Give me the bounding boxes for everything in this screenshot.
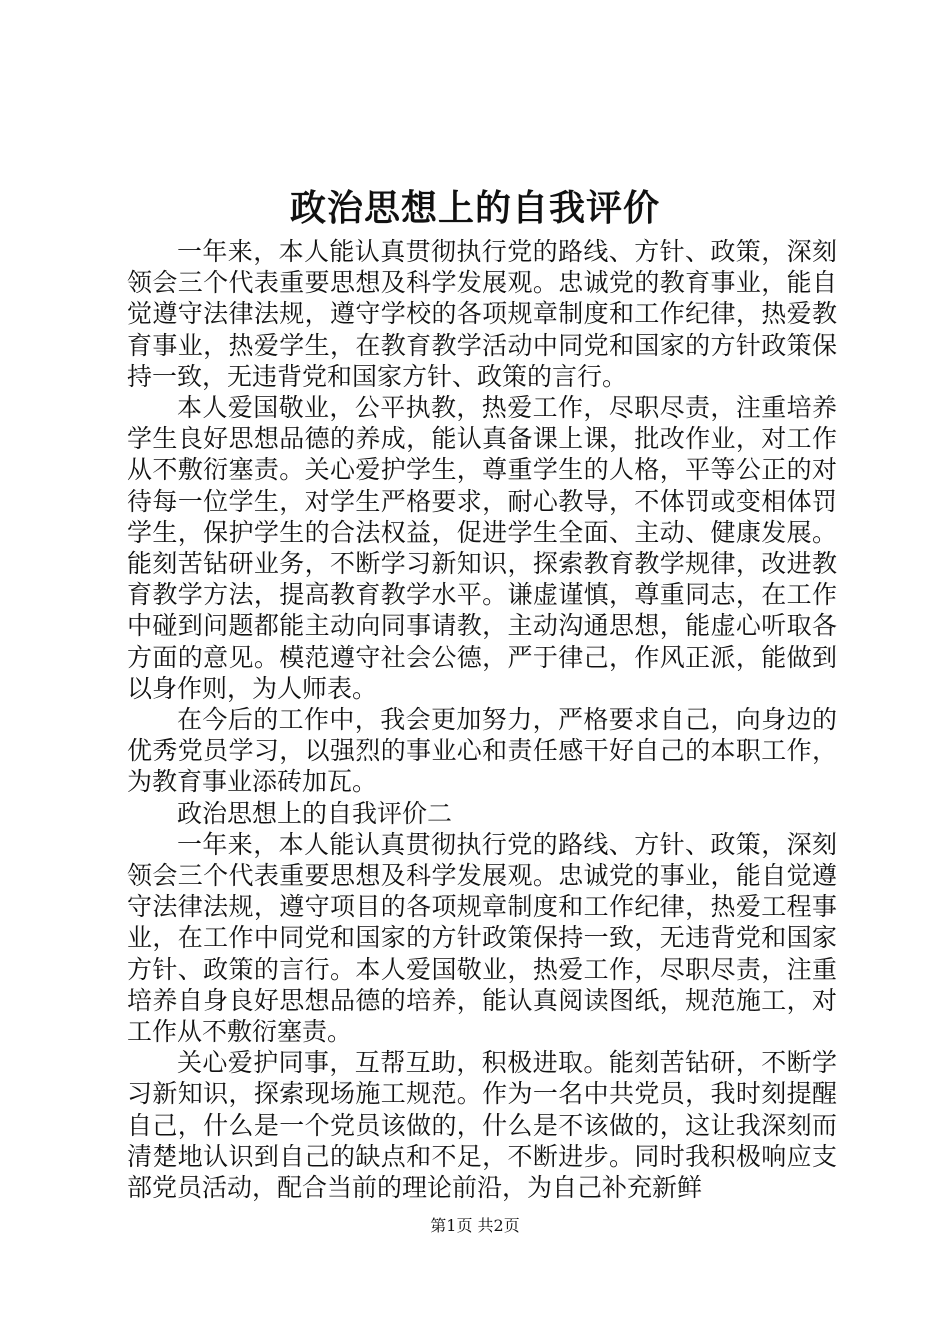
paragraph: 在今后的工作中，我会更加努力，严格要求自己，向身边的优秀党员学习，以强烈的事业心和责任感干好自己的本职工作，为教育事业添砖加瓦。 <box>127 705 837 797</box>
document-title: 政治思想上的自我评价 <box>289 187 660 229</box>
document-body <box>127 236 837 1203</box>
paragraph: 本人爱国敬业，公平执教，热爱工作，尽职尽责，注重培养学生良好思想品德的养成，能认真备课上课，批改作业，对工作从不敷衍塞责。关心爱护学生，尊重学生的人格，平等公正的对待每一位学生，对学生严格要求，耐心教导，不体罚或变相体罚学生，保护学生的合法权益，促进学生全面、主动、健康发展。能刻苦钻研业务，不断学习新知识，探索教育教学规律，改进教育教学方法，提高教育教学水平。谦虚谨慎，尊重同志，在工作中碰到问题都能主动向同事请教，主动沟通思想，能虚心听取各方面的意见。模范遵守社会公德，严于律己，作风正派，能做到以身作则，为人师表。 <box>127 393 837 703</box>
paragraph: 一年来，本人能认真贯彻执行党的路线、方针、政策，深刻领会三个代表重要思想及科学发展观。忠诚党的教育事业，能自觉遵守法律法规，遵守学校的各项规章制度和工作纪律，热爱教育事业，热爱学生，在教育教学活动中同党和国家的方针政策保持一致，无违背党和国家方针、政策的言行。 <box>127 237 837 391</box>
paragraph: 一年来，本人能认真贯彻执行党的路线、方针、政策，深刻领会三个代表重要思想及科学发展观。忠诚党的事业，能自觉遵守法律法规，遵守项目的各项规章制度和工作纪律，热爱工程事业，在工作中同党和国家的方针政策保持一致，无违背党和国家方针、政策的言行。本人爱国敬业，热爱工作，尽职尽责，注重培养自身良好思想品德的培养，能认真阅读图纸，规范施工，对工作从不敷衍塞责。 <box>127 829 837 1047</box>
page-footer: 第1页 共2页 <box>430 1216 520 1235</box>
paragraph: 关心爱护同事，互帮互助，积极进取。能刻苦钻研，不断学习新知识，探索现场施工规范。作为一名中共党员，我时刻提醒自己，什么是一个党员该做的，什么是不该做的，这让我深刻而清楚地认识到自己的缺点和不足，不断进步。同时我积极响应支部党员活动，配合当前的理论前沿，为自己补充新鲜 <box>127 1048 837 1203</box>
section-subheading: 政治思想上的自我评价二 <box>177 798 453 828</box>
